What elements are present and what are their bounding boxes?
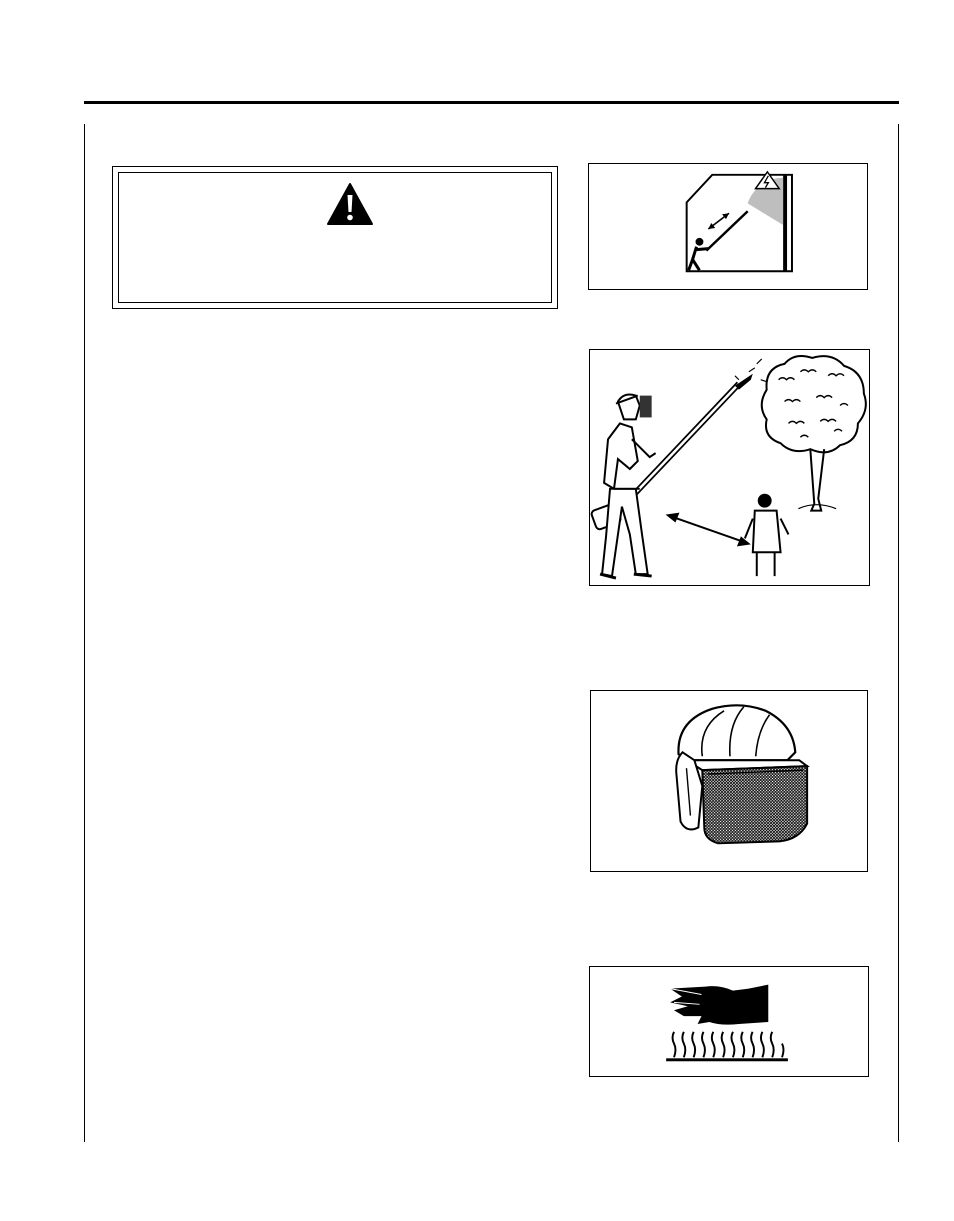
warning-triangle-icon [326, 182, 374, 226]
header-rule [84, 101, 899, 104]
tree-canopy [735, 356, 866, 452]
operator-figure [600, 394, 656, 578]
helmet-with-face-screen-illustration [590, 690, 868, 872]
two-way-arrow-icon [666, 513, 751, 547]
bystander-distance-illustration [589, 349, 870, 586]
bystander-figure [745, 494, 789, 576]
two-way-arrow-icon [708, 213, 729, 229]
right-margin-rule [898, 124, 899, 1142]
hot-surface-hand-illustration [589, 966, 869, 1077]
hot-surface-icon [666, 985, 788, 1062]
warning-box [112, 166, 558, 309]
warning-box-inner-frame [118, 172, 552, 303]
left-margin-rule [84, 124, 85, 1142]
helmet-icon [676, 705, 807, 843]
electric-hazard-icon [748, 172, 783, 225]
power-line-hazard-illustration [588, 163, 868, 290]
